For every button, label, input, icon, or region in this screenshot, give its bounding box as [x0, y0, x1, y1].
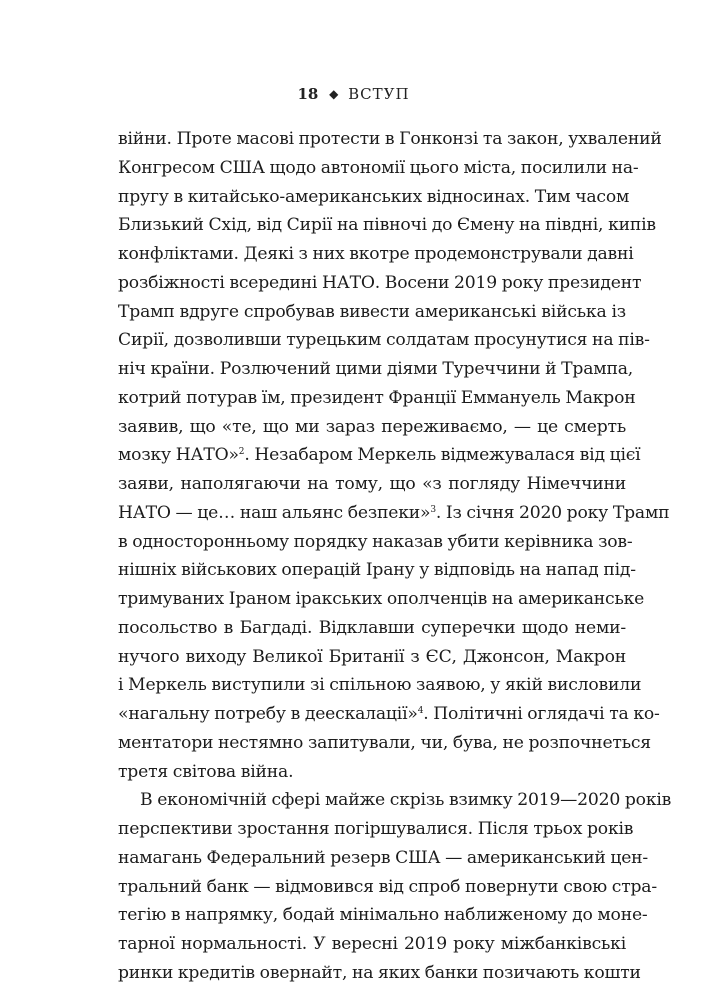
- text-line-content: нішніх військових операцій Ірану у відповідь на напад під-: [118, 560, 636, 581]
- text-line: [118, 240, 634, 269]
- text-line: [118, 556, 636, 585]
- text-line: [118, 326, 650, 355]
- diamond-separator-icon: ◆: [329, 87, 339, 101]
- text-line-content: ринки кредитів овернайт, на яких банки позичають кошти: [118, 962, 641, 983]
- text-line-content: НАТО — це… наш альянс безпеки»: [118, 502, 431, 523]
- text-line: [118, 355, 634, 384]
- text-line: [118, 930, 626, 959]
- text-line: [118, 873, 657, 902]
- text-line-content: посольство в Багдаді. Відклавши суперечки щодо неми-: [118, 617, 626, 638]
- text-line: [118, 758, 626, 787]
- section-title: ВСТУП: [348, 85, 410, 103]
- text-line: [118, 413, 626, 442]
- text-line: [118, 269, 642, 298]
- footnote-marker: 4: [417, 706, 424, 716]
- text-line: [118, 671, 642, 700]
- text-line: [118, 499, 670, 528]
- text-line: [118, 470, 626, 499]
- text-line: [118, 298, 626, 327]
- text-line: [118, 585, 645, 614]
- text-line: [118, 700, 660, 729]
- page-number: 18: [297, 85, 319, 103]
- text-line-content: Сирії, дозволивши турецьким солдатам просунутися на пів-: [118, 330, 650, 351]
- text-line: [118, 384, 636, 413]
- text-line: [118, 154, 639, 183]
- text-line-content: конфліктами. Деякі з них вкотре продемонстрували давні: [118, 244, 634, 264]
- text-line-content: мозку НАТО»: [118, 445, 239, 466]
- text-line-continuation: . Із січня 2020 року Трамп: [435, 502, 670, 523]
- text-line-content: котрий потурав їм, президент Франції Еммануель Макрон: [118, 387, 636, 408]
- text-line: [118, 844, 649, 873]
- text-line-continuation: . Політичні оглядачі та ко-: [423, 704, 660, 724]
- text-line-content: тарної нормальності. У вересні 2019 року міжбанківські: [118, 934, 626, 954]
- text-line-content: намагань Федеральний резерв США — американський цен-: [118, 847, 649, 868]
- text-line-content: ментатори нестямно запитували, чи, бува, не розпочнеться: [118, 732, 651, 753]
- footnote-marker: 2: [238, 447, 245, 458]
- text-line-content: Близький Схід, від Сирії на півночі до Ємену на півдні, кипів: [118, 215, 656, 236]
- text-line-content: тральний банк — відмовився від спроб повернути свою стра-: [118, 876, 657, 897]
- text-line: [118, 614, 626, 643]
- text-line-content: третя світова війна.: [118, 761, 294, 782]
- text-line-content: нучого виходу Великої Британії з ЄС, Джонсон, Макрон: [118, 646, 626, 667]
- text-line-continuation: . Незабаром Меркель відмежувалася від цієї: [244, 445, 641, 466]
- text-line-content: В економічній сфері майже скрізь взимку 2019—2020 років: [140, 790, 672, 811]
- running-header: [0, 84, 707, 104]
- text-line: [118, 211, 656, 240]
- body-text: [118, 125, 672, 988]
- text-line-content: ніч країни. Розлючений цими діями Туреччини й Трампа,: [118, 359, 634, 379]
- text-line-content: війни. Проте масові протести в Гонконзі та закон, ухвалений: [118, 129, 662, 149]
- text-line-content: тримуваних Іраном іракських ополченців на американське: [118, 589, 645, 609]
- text-line-content: заявив, що «те, що ми зараз переживаємо, — це смерть: [118, 416, 626, 437]
- text-line-content: перспективи зростання погіршувалися. Після трьох років: [118, 819, 634, 839]
- text-line-content: і Меркель виступили зі спільною заявою, у якій висловили: [118, 675, 642, 696]
- text-line-content: пругу в китайсько-американських відносинах. Тим часом: [118, 186, 630, 207]
- text-line: [118, 125, 662, 154]
- text-line: [118, 441, 641, 470]
- text-line: [118, 901, 648, 930]
- text-line-content: тегію в напрямку, бодай мінімально наближеному до моне-: [118, 905, 648, 926]
- text-line: [118, 959, 641, 988]
- text-line: [118, 183, 630, 212]
- text-line-content: в односторонньому порядку наказав убити керівника зов-: [118, 531, 633, 552]
- text-line: [118, 815, 634, 844]
- text-line: [118, 786, 672, 815]
- text-line-content: Трамп вдруге спробував вивести американські війська із: [118, 301, 626, 322]
- text-line: [118, 729, 651, 758]
- footnote-marker: 3: [430, 504, 436, 515]
- text-line-content: Конгресом США щодо автономії цього міста, посилили на-: [118, 157, 639, 178]
- text-line-content: розбіжності всередині НАТО. Восени 2019 року президент: [118, 272, 642, 293]
- text-line-content: заяви, наполягаючи на тому, що «з погляду Німеччини: [118, 474, 626, 494]
- text-line: [118, 528, 633, 557]
- text-line: [118, 643, 626, 672]
- text-line-content: «нагальну потребу в деескалації»: [118, 704, 418, 724]
